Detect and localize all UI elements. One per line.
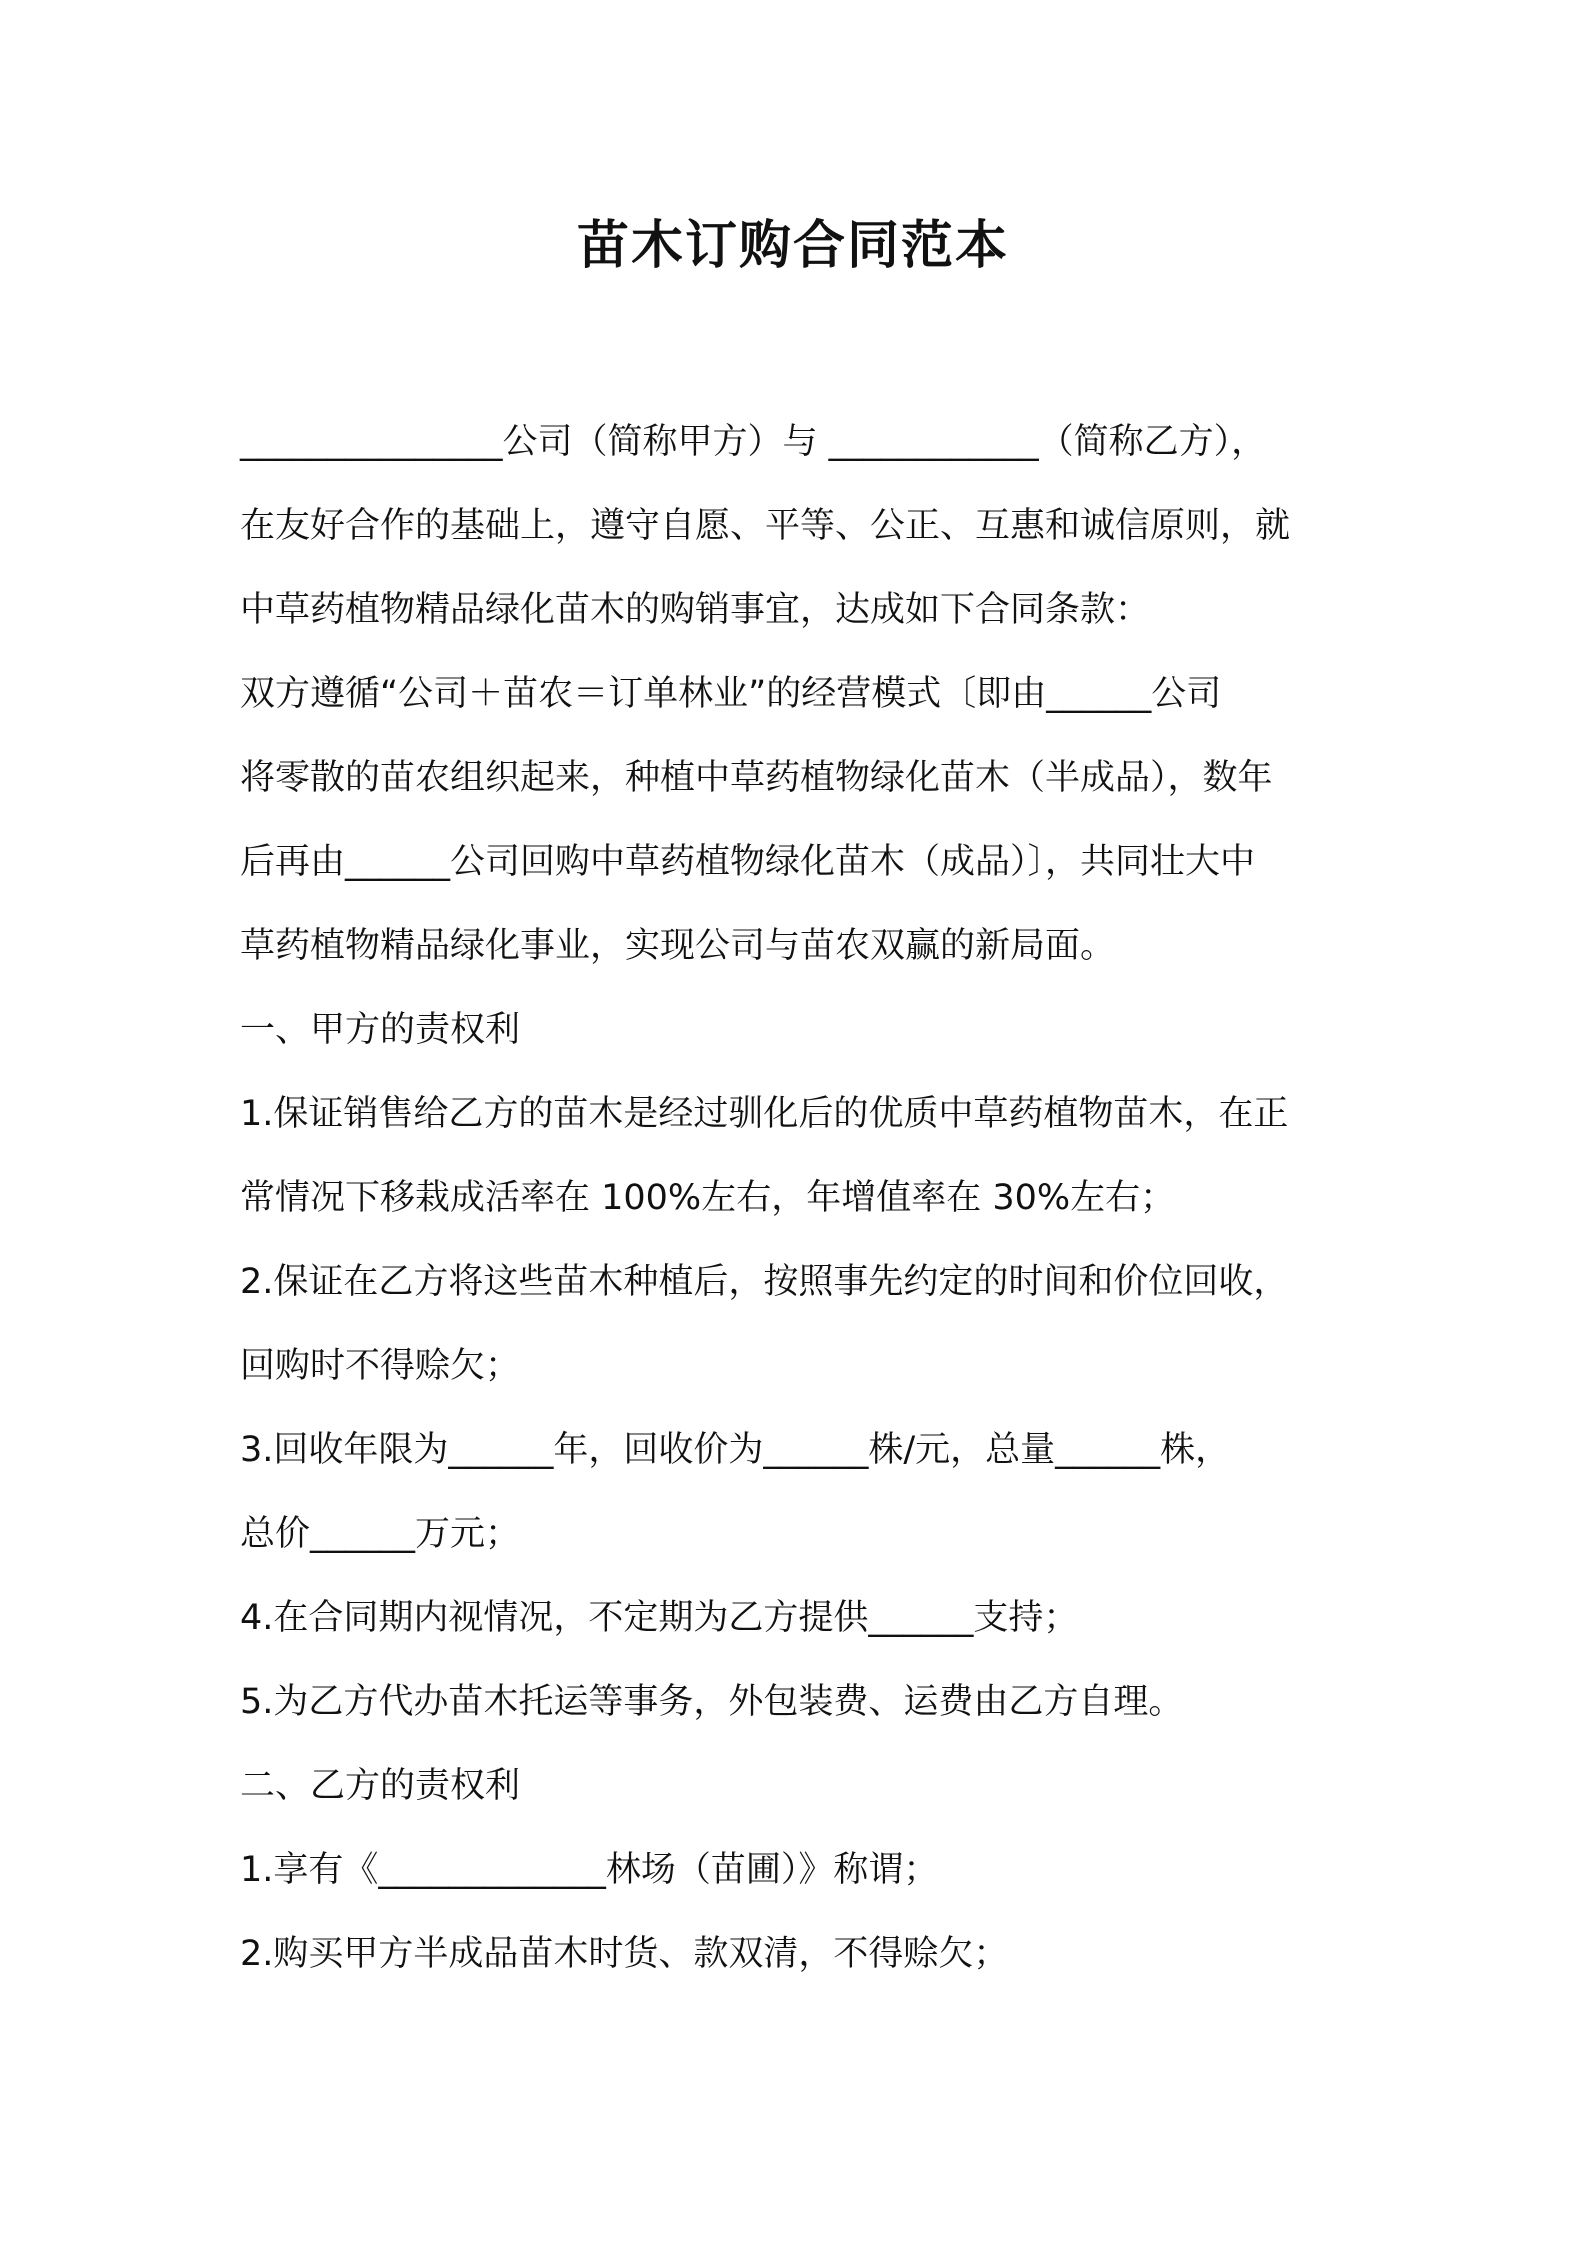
clause-line: 总价______万元；	[240, 1514, 521, 1554]
document-body	[240, 400, 1360, 1996]
paragraph-line: 在友好合作的基础上，遵守自愿、平等、公正、互惠和诚信原则，就	[240, 506, 1291, 546]
clause-line: 3.回收年限为______年，回收价为______株/元，总量______株，	[240, 1430, 1231, 1470]
clause-line: 常情况下移栽成活率在 100%左右，年增值率在 30%左右；	[240, 1178, 1176, 1218]
clause-line: 2.购买甲方半成品苗木时货、款双清，不得赊欠；	[240, 1934, 1009, 1974]
clause-line: 5.为乙方代办苗木托运等事务，外包装费、运费由乙方自理。	[240, 1682, 1184, 1722]
paragraph-line: 将零散的苗农组织起来，种植中草药植物绿化苗木（半成品），数年	[240, 758, 1273, 798]
clause-line: 回购时不得赊欠；	[240, 1346, 521, 1386]
document-title: 苗木订购合同范本	[576, 216, 1009, 276]
paragraph-line: 草药植物精品绿化事业，实现公司与苗农双赢的新局面。	[240, 926, 1116, 966]
clause-line: 2.保证在乙方将这些苗木种植后，按照事先约定的时间和价位回收，	[240, 1262, 1289, 1302]
paragraph-line: 双方遵循“公司＋苗农＝订单林业”的经营模式〔即由______公司	[240, 674, 1222, 714]
section-heading: 二、乙方的责权利	[240, 1766, 521, 1806]
paragraph-line: 后再由______公司回购中草药植物绿化苗木（成品）〕，共同壮大中	[240, 842, 1256, 882]
paragraph-line: _______________公司（简称甲方）与 ____________（简称乙方），	[240, 422, 1267, 462]
section-heading: 一、甲方的责权利	[240, 1010, 521, 1050]
clause-line: 4.在合同期内视情况，不定期为乙方提供______支持；	[240, 1598, 1079, 1638]
clause-line: 1.保证销售给乙方的苗木是经过驯化后的优质中草药植物苗木，在正	[240, 1094, 1289, 1134]
paragraph-line: 中草药植物精品绿化苗木的购销事宜，达成如下合同条款：	[240, 590, 1151, 630]
clause-line: 1.享有《_____________林场（苗圃）》称谓；	[240, 1850, 939, 1890]
